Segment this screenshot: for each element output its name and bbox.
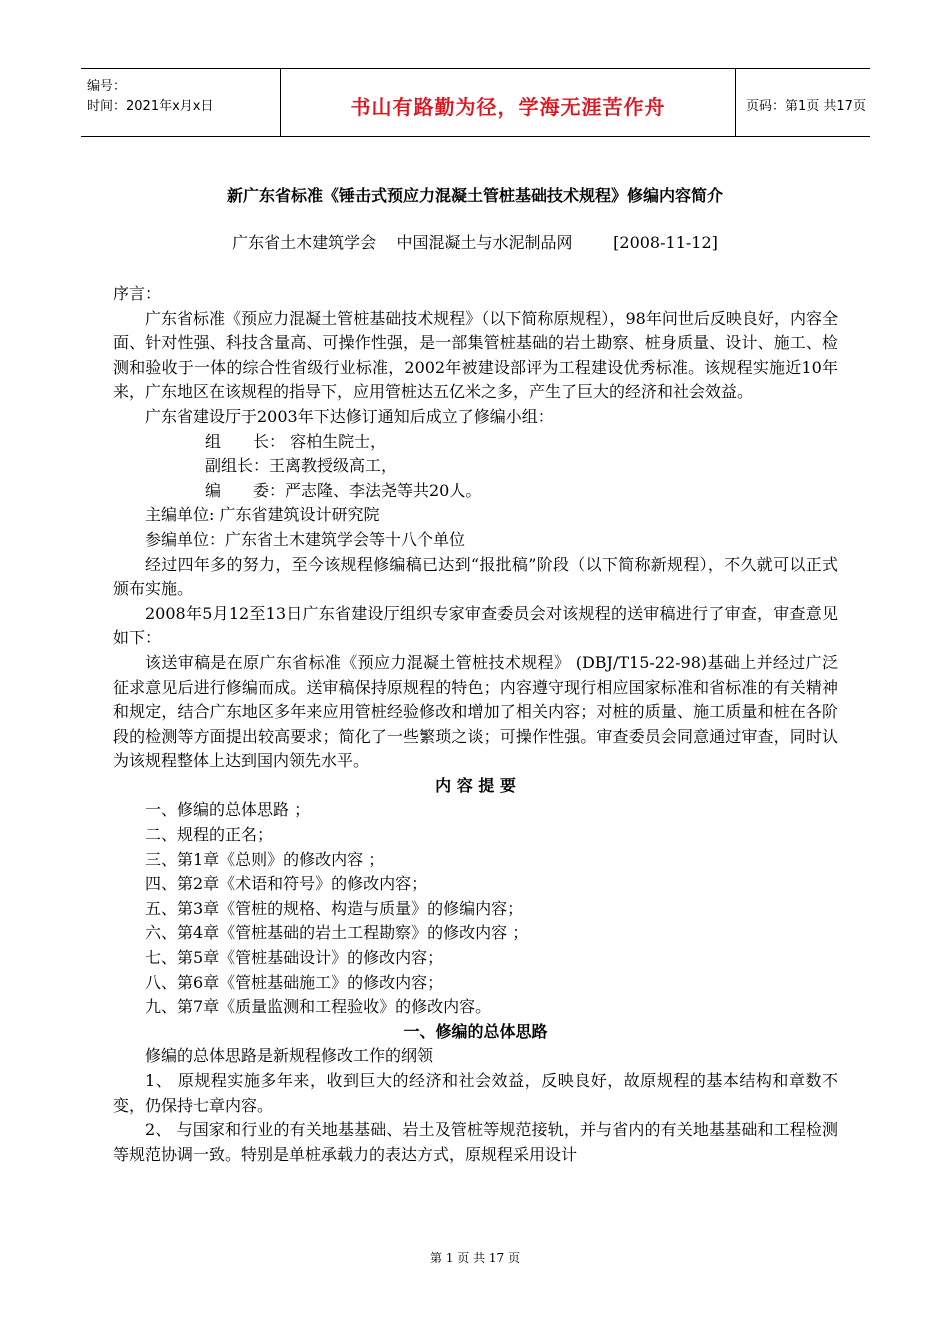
paragraph: 2008年5月12至13日广东省建设厅组织专家审查委员会对该规程的送审稿进行了审查，审查意见如下： [113,603,838,648]
page-info: 页码：第1页 共17页 [746,99,866,114]
document-source: 广东省土木建筑学会 中国混凝土与水泥制品网 [2008-11-12] [232,233,718,252]
section-heading-1: 一、修编的总体思路 [403,1021,548,1041]
paragraph: 经过四年多的努力，至今该规程修编稿已达到“报批稿”阶段（以下简称新规程），不久就可以正式颁布实施。 [113,554,838,599]
document-title: 新广东省标准《锤击式预应力混凝土管桩基础技术规程》修编内容简介 [226,186,723,205]
motto: 书山有路勤为径，学海无涯苦作舟 [350,95,666,119]
list-item: 六、第4章《管桩基础的岩土工程勘察》的修改内容 ； [145,923,529,943]
paragraph: 修编的总体思路是新规程修改工作的纲领 [145,1046,434,1066]
document-body [113,282,838,1167]
paragraph: 广东省建设厅于2003年下达修订通知后成立了修编小组： [145,406,554,426]
paragraph: 广东省标准《预应力混凝土管桩基础技术规程》（以下简称原规程），98年问世后反映良好，内容全面、针对性强、科技含量高、可操作性强，是一部集管桩基础的岩土勘察、桩身质量、设计、施工、检测和验收于一体的综合性省级行业标准，2002年被建设部评为工程建设优秀标准。该规程实施近10年来，广东地区在该规程的指导下，应用管桩达五亿米之多，产生了巨大的经济和社会效益。 [113,308,838,402]
team-editors: 编 委：严志隆、李法尧等共20人。 [205,480,482,500]
list-item: 七、第5章《管桩基础设计》的修改内容； [145,948,444,968]
document-number: 编号： [87,79,127,94]
list-item: 九、第7章《质量监测和工程验收》的修改内容。 [145,997,492,1017]
header-right-cell [736,69,870,136]
list-item: 三、第1章《总则》的修改内容 ； [145,849,385,869]
list-item: 二、规程的正名； [145,825,274,845]
team-deputy: 副组长：王离教授级高工， [205,456,398,476]
paragraph: 2、 与国家和行业的有关地基基础、岩土及管桩等规范接轨，并与省内的有关地基基础和工程检测等规范协调一致。特别是单桩承载力的表达方式，原规程采用设计 [113,1120,838,1164]
list-item: 五、第3章《管桩的规格、构造与质量》的修编内容； [145,898,524,918]
header-table [81,68,870,137]
document-date: 时间：2021年x月x日 [87,99,214,114]
paragraph: 该送审稿是在原广东省标准《预应力混凝土管桩技术规程》 (DBJ/T15-22-98)基础上并经过广泛征求意见后进行修编而成。送审稿保持原规程的特色；内容遵守现行相应国家标准和省标准的有关精神和规定，结合广东地区多年来应用管桩经验修改和增加了相关内容；对桩的质量、施工质量和桩在各阶段的检测等方面提出较高要求；简化了一些繁琐之谈；可操作性强。审查委员会同意通过审查，同时认为该规程整体上达到国内领先水平。 [113,652,838,771]
header-left-cell [81,69,280,136]
chief-unit: 主编单位: 广东省建筑设计研究院 [145,505,380,525]
list-item: 八、第6章《管桩基础施工》的修改内容； [145,972,444,992]
team-leader: 组 长： 容柏生院士， [205,431,387,451]
section-heading-summary: 内 容 提 要 [435,775,516,795]
paragraph: 1、 原规程实施多年来，收到巨大的经济和社会效益，反映良好，故原规程的基本结构和章数不变，仍保持七章内容。 [113,1071,838,1115]
participating-units: 参编单位：广东省土木建筑学会等十八个单位 [145,529,466,549]
preface-heading: 序言： [113,284,162,303]
list-item: 一、修编的总体思路 ； [145,800,311,820]
list-item: 四、第2章《术语和符号》的修改内容； [145,874,428,894]
page-footer: 第 1 页 共 17 页 [430,1251,520,1265]
header-motto-cell [280,69,736,136]
